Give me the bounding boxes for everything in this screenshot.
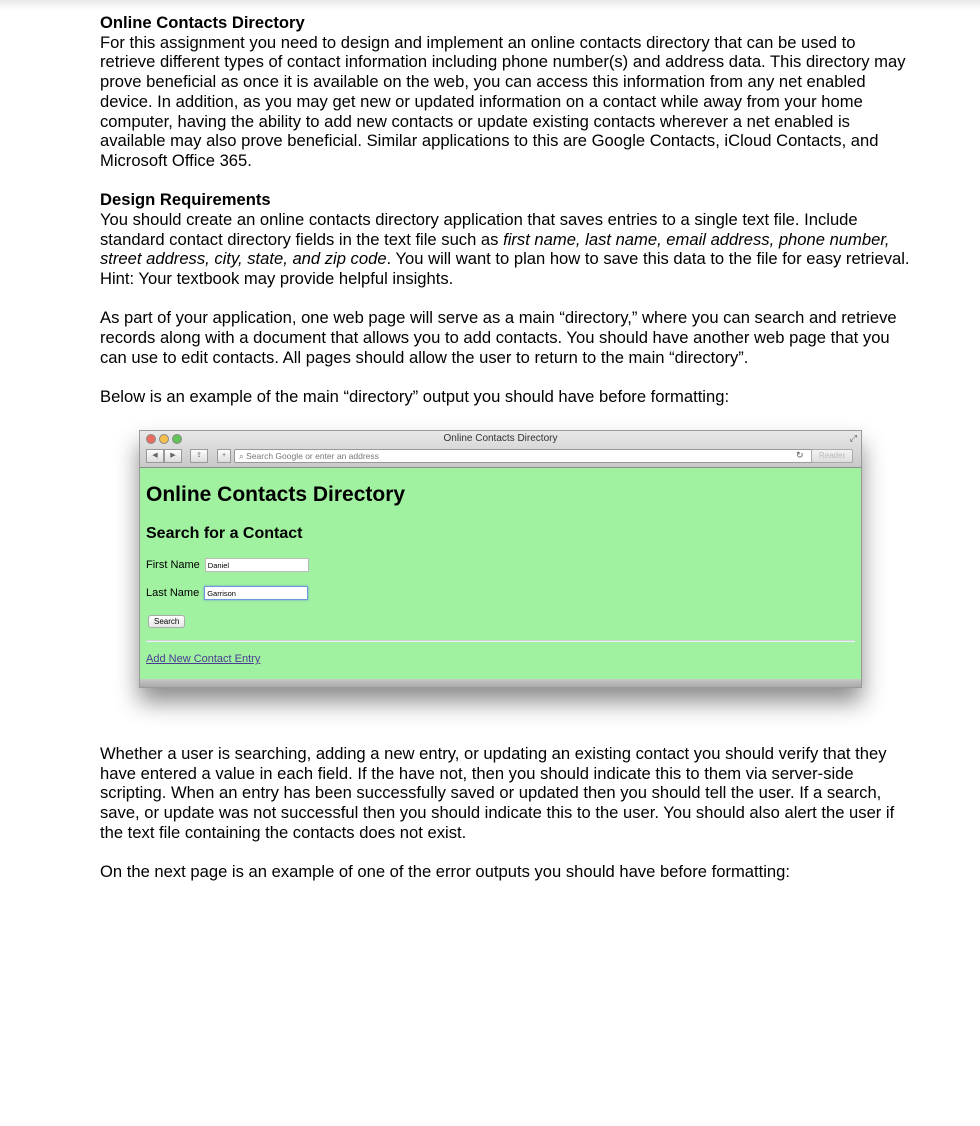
reload-icon[interactable]: ↻	[796, 450, 804, 460]
design-paragraph-2: As part of your application, one web page will serve as a main “directory,” where you can search and retrieve records along with a document that allows you to add contacts. You should have another web page that you can use to edit contacts. All pages should allow the user to return to the main “directory”.	[100, 308, 897, 367]
intro-paragraph: For this assignment you need to design and implement an online contacts directory that can be used to retrieve different types of contact information including phone number(s) and address data. This directory may prove beneficial as once it is available on the web, you can access this information from any net enabled device. In addition, as you may get new or updated information on a contact while away from your home computer, having the ability to add new contacts or update existing contacts wherever a net enabled is available may also prove beneficial. Similar applications to this are Google Contacts, iCloud Contacts, and Microsoft Office 365.	[100, 32, 906, 170]
design-paragraph-3: Below is an example of the main “directory” output you should have before formatting:	[100, 386, 730, 406]
forward-icon[interactable]: ▶	[164, 449, 182, 463]
document-body-continued	[100, 744, 910, 882]
doc-title: Online Contacts Directory	[100, 13, 305, 32]
last-name-row	[146, 586, 308, 600]
next-page-paragraph: On the next page is an example of one of the error outputs you should have before formatting:	[100, 862, 790, 882]
document-body	[100, 13, 910, 406]
browser-window-screenshot	[139, 430, 862, 688]
reader-button[interactable]: Reader	[811, 449, 853, 463]
page-heading: Online Contacts Directory	[146, 483, 406, 506]
browser-chrome	[140, 431, 861, 468]
first-name-input[interactable]	[205, 558, 309, 572]
design-paragraph-1: You should create an online contacts directory application that saves entries to a single text file. Include standard contact directory fields in the text file such as first name, last name, email address, phone number, street address, city, state, and zip code. You will want to plan how to save this data to the file for easy retrieval. Hint: Your textbook may provide helpful insights.	[100, 209, 910, 288]
nav-buttons	[146, 449, 182, 463]
last-name-input[interactable]	[204, 586, 308, 600]
window-title: Online Contacts Directory	[443, 433, 558, 444]
first-name-row	[146, 558, 309, 572]
address-bar[interactable]	[234, 449, 830, 463]
back-icon[interactable]: ◀	[146, 449, 164, 463]
verify-paragraph: Whether a user is searching, adding a new entry, or updating an existing contact you should verify that they have entered a value in each field. If the have not, then you should indicate this to them via server-side scripting. When an entry has been successfully saved or updated then you should tell the user. If a search, save, or update was not successful then you should indicate this to the user. You should also alert the user if the text file containing the contacts does not exist.	[100, 744, 895, 842]
share-icon[interactable]: ⇪	[190, 449, 208, 463]
magnifier-icon: ⌕	[239, 451, 247, 461]
search-button[interactable]: Search	[148, 615, 185, 628]
search-heading: Search for a Contact	[146, 525, 303, 542]
plus-icon[interactable]: +	[217, 449, 231, 463]
browser-bottom-bar	[140, 679, 861, 687]
divider	[146, 640, 855, 642]
design-heading: Design Requirements	[100, 190, 271, 210]
fullscreen-icon[interactable]: ⤢	[849, 433, 857, 443]
last-name-label: Last Name	[146, 587, 200, 599]
page-top-shade	[0, 0, 980, 10]
first-name-label: First Name	[146, 559, 200, 571]
add-contact-link[interactable]: Add New Contact Entry	[146, 653, 261, 665]
address-placeholder: Search Google or enter an address	[246, 451, 379, 461]
